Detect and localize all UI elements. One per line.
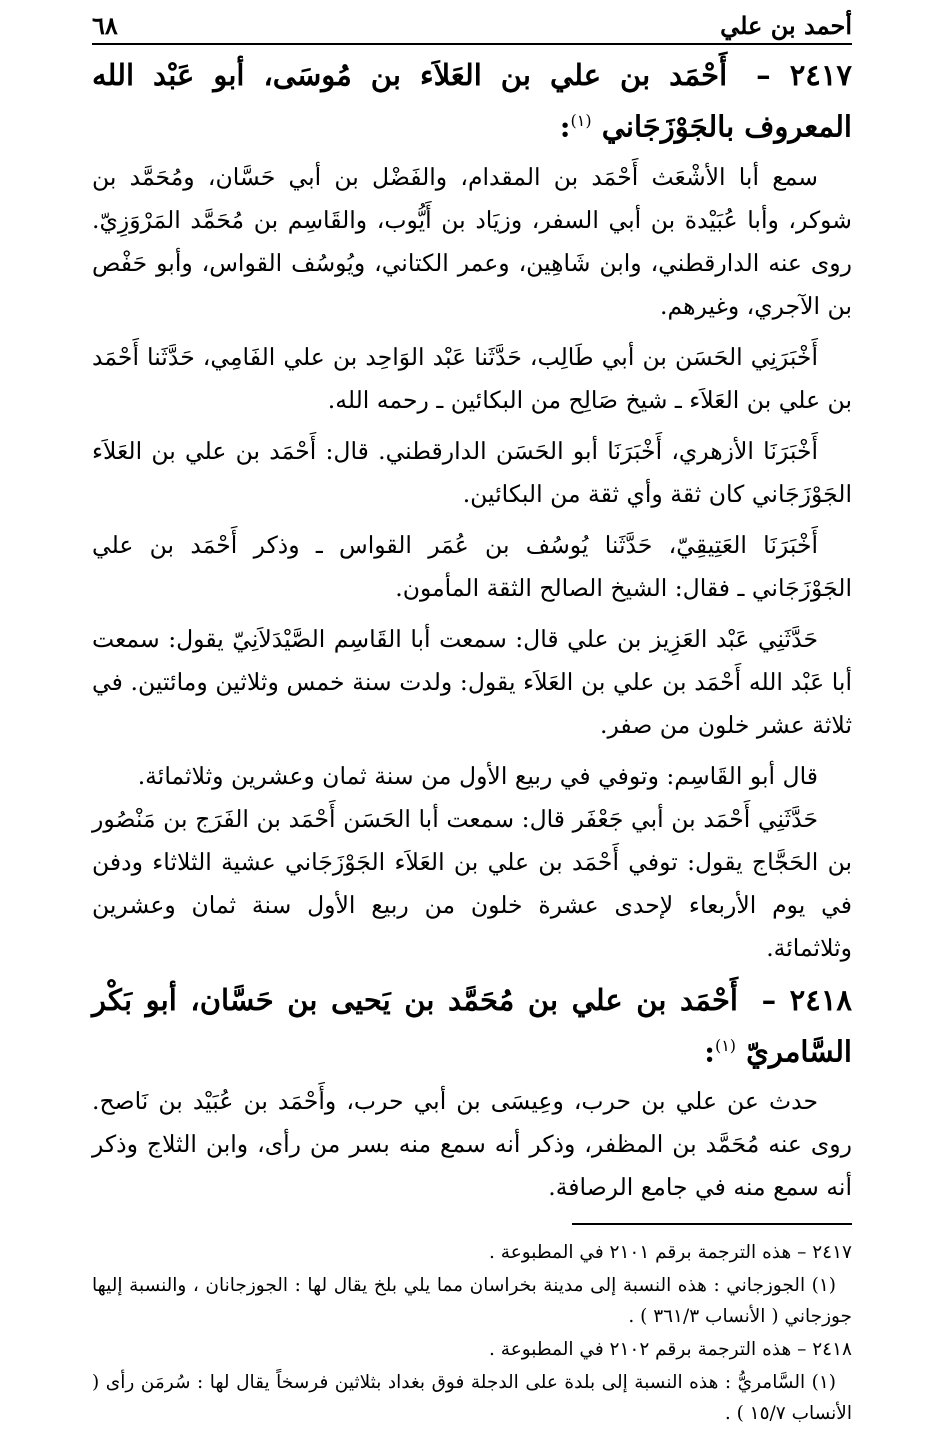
footnote-marker: (١) (714, 1035, 737, 1055)
page-number: ٦٨ (92, 11, 118, 40)
paragraph: قال أبو القَاسِم: وتوفي في ربيع الأول من سنة ثمان وعشرين وثلاثمائة. (137, 761, 818, 790)
footnote: ٢٤١٨ – هذه الترجمة برقم ٢١٠٢ في المطبوعة . (489, 1339, 852, 1361)
footnote-separator (572, 1223, 852, 1225)
entry-heading-2417 (92, 53, 852, 150)
entry-suffix: : (704, 1034, 715, 1069)
footnote: (١) الجوزجاني : هذه النسبة إلى مدينة بخراسان مما يلي بلخ يقال لها : الجوزجانان ، والنسبة إليها جوزجاني ( الأنساب ٣٦١/٣ ) . (92, 1275, 852, 1328)
footnote: (١) السَّامريُّ : هذه النسبة إلى بلدة على الدجلة فوق بغداد بثلاثين فرسخاً يقال لها : سُرمَن رأى ( الأنساب ١٥/٧ ) . (92, 1372, 852, 1425)
paragraph: أَخْبَرَنِي الحَسَن بن أبي طَالِب، حَدَّثَنا عَبْد الوَاحِد بن علي الفَامِي، حَدَّثَنا أَحْمَد بن علي بن العَلاَء ـ شيخ صَالِح من البكائين ـ رحمه الله. (92, 342, 852, 414)
entry-number: ٢٤١٨ – (761, 982, 852, 1017)
paragraph: أَخْبَرَنَا الأزهري، أَخْبَرَنَا أبو الحَسَن الدارقطني. قال: أَحْمَد بن علي بن العَلاَء الجَوْزَجَاني كان ثقة وأي ثقة من البكائين. (92, 436, 852, 508)
entry-number: ٢٤١٧ – (756, 58, 852, 92)
entry-suffix: : (559, 109, 571, 144)
entry-heading-2418 (92, 978, 852, 1075)
running-title: أحمد بن علي (720, 11, 852, 40)
paragraph: حَدَّثَنِي أَحْمَد بن أبي جَعْفَر قال: سمعت أبا الحَسَن أَحْمَد بن الفَرَج بن مَنْصُور بن الحَجَّاج يقول: توفي أَحْمَد بن علي بن العَلاَء الجَوْزَجَاني عشية الثلاثاء ودفن في يوم الأربعاء لإحدى عشرة خلون من ربيع الأول سنة ثمان وعشرين وثلاثمائة. (92, 804, 852, 962)
page-header (92, 6, 852, 45)
footnotes (92, 1237, 852, 1429)
footnote: ٢٤١٧ – هذه الترجمة برقم ٢١٠١ في المطبوعة . (489, 1242, 852, 1264)
entry-title: أَحْمَد بن علي بن مُحَمَّد بن يَحيى بن حَسَّان، أبو بَكْر السَّامريّ (92, 982, 852, 1069)
footnote-separator-wrap (92, 1209, 852, 1237)
paragraph: حدث عن علي بن حرب، وعِيسَى بن أبي حرب، وأَحْمَد بن عُبَيْد بن نَاصح. روى عنه مُحَمَّد بن المظفر، وذكر أنه سمع منه بسر من رأى، وابن الثلاج وذكر أنه سمع منه في جامع الرصافة. (92, 1087, 852, 1202)
paragraph: سمع أبا الأشْعَث أَحْمَد بن المقدام، والفَضْل بن أبي حَسَّان، ومُحَمَّد بن شوكر، وأبا عُبَيْدة بن أبي السفر، وزيَاد بن أَيُّوب، والقَاسِم بن مُحَمَّد المَرْوَزِيّ. روى عنه الدارقطني، وابن شَاهِين، وعمر الكتاني، ويُوسُف القواس، وأبو حَفْص بن الآجري، وغيرهم. (92, 162, 852, 320)
footnote-marker: (١) (570, 111, 592, 130)
paragraph: أَخْبَرَنَا العَتِيقِيّ، حَدَّثَنا يُوسُف بن عُمَر القواس ـ وذكر أَحْمَد بن علي الجَوْزَجَاني ـ فقال: الشيخ الصالح الثقة المأمون. (92, 530, 852, 602)
paragraph: حَدَّثَنِي عَبْد العَزِيز بن علي قال: سمعت أبا القَاسِم الصَّيْدَلاَنِيّ يقول: سمعت أبا عَبْد الله أَحْمَد بن علي بن العَلاَء يقول: ولدت سنة خمس وثلاثين ومائتين. في ثلاثة عشر خلون من صفر. (92, 624, 852, 739)
entry-title: أَحْمَد بن علي بن العَلاَء بن مُوسَى، أبو عَبْد الله المعروف بالجَوْزَجَاني (92, 58, 852, 144)
